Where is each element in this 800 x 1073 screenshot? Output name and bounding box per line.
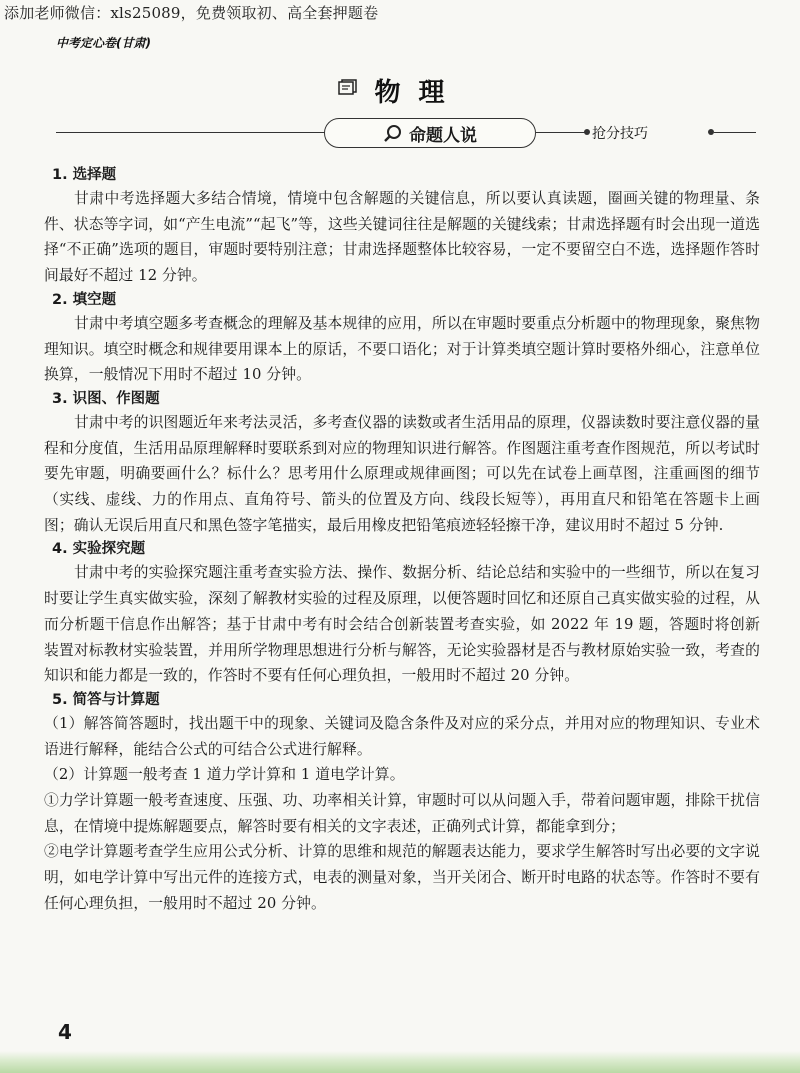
divider-line [56, 132, 326, 133]
section-paragraph: 甘肃中考的实验探究题注重考查实验方法、操作、数据分析、结论总结和实验中的一些细节，所以在复习时要让学生真实做实验，深刻了解教材实验的过程及原理，以便答题时回忆和还原自己真实做实验的过程，从而分析题干信息作出解答；基于甘肃中考有时会结合创新装置考查实验，如 2022 年 19 题，答题时将创新装置对标教材实验装置，并用所学物理思想进行分析与解答，无论实验器材是否与教材原始实验一致，考查的知识和能力都是一致的，作答时不要有任何心理负担，一般用时不超过 20 分钟。 [44, 564, 760, 685]
page-title: 物理 [374, 78, 463, 108]
watermark-text: 添加老师微信：xls25089，免费领取初、高全套押题卷 [4, 4, 379, 22]
section-paragraph: ②电学计算题考查学生应用公式分析、计算的思维和规范的解题表达能力，要求学生解答时写出必要的文字说明，如电学计算中写出元件的连接方式，电表的测量对象，当开关闭合、断开时电路的状态等。作答时不要有任何心理负担，一般用时不超过 20 分钟。 [44, 843, 760, 912]
section-paragraph: ①力学计算题一般考查速度、压强、功、功率相关计算，审题时可以从问题入手，带着问题审题，排除干扰信息，在情境中提炼解题要点，解答时要有相关的文字表述，正确列式计算，都能拿到分； [44, 792, 760, 835]
section-heading: 4. 实验探究题 [52, 541, 146, 558]
divider-line [536, 132, 586, 133]
section-heading: 1. 选择题 [52, 167, 117, 183]
series-label: 中考定心卷(甘肃) [56, 36, 151, 50]
section-paragraph: （2）计算题一般考查 1 道力学计算和 1 道电学计算。 [44, 766, 405, 784]
tip-label: 抢分技巧 [592, 126, 648, 142]
section-paragraph: 甘肃中考选择题大多结合情境，情境中包含解题的关键信息，所以要认真读题，圈画关键的物理量、条件、状态等字词，如“产生电流”“起飞”等，这些关键词往往是解题的关键线索；甘肃选择题有时会出现一道选择“不正确”选项的题目，审题时要特别注意；甘肃选择题整体比较容易，一定不要留空白不选，选择题作答时间最好不超过 12 分钟。 [44, 190, 760, 285]
divider-line [714, 132, 756, 133]
section-paragraph: 甘肃中考填空题多考查概念的理解及基本规律的应用，所以在审题时要重点分析题中的物理现象，聚焦物理知识。填空时概念和规律要用课本上的原话，不要口语化；对于计算类填空题计算时要格外细心，注意单位换算，一般情况下用时不超过 10 分钟。 [44, 314, 760, 384]
book-icon [337, 79, 359, 97]
section-title: 命题人说 [409, 125, 477, 146]
bullet-dot [584, 129, 590, 135]
article-body [44, 164, 760, 917]
magnifier-icon [383, 123, 403, 143]
footer-decoration [0, 1051, 800, 1073]
section-paragraph: （1）解答简答题时，找出题干中的现象、关键词及隐含条件及对应的采分点，并用对应的物理知识、专业术语进行解释，能结合公式的可结合公式进行解释。 [44, 714, 760, 758]
section-heading: 5. 简答与计算题 [52, 691, 160, 708]
section-heading: 3. 识图、作图题 [52, 390, 160, 407]
page-title-area [0, 72, 800, 109]
section-heading: 2. 填空题 [52, 291, 117, 308]
page-number: 4 [58, 1020, 72, 1044]
section-paragraph: 甘肃中考的识图题近年来考法灵活，多考查仪器的读数或者生活用品的原理，仪器读数时要注意仪器的量程和分度值，生活用品原理解释时要联系到对应的物理知识进行解答。作图题注重考查作图规范，所以考试时要先审题，明确要画什么？标什么？思考用什么原理或规律画图；可以先在试卷上画草图，注重画图的细节（实线、虚线、力的作用点、直角符号、箭头的位置及方向、线段长短等），再用直尺和铅笔在答题卡上画图；确认无误后用直尺和黑色签字笔描实，最后用橡皮把铅笔痕迹轻轻擦干净，建议用时不超过 5 分钟. [44, 413, 760, 534]
section-title-pill [324, 118, 536, 148]
section-header-bar [56, 118, 756, 148]
